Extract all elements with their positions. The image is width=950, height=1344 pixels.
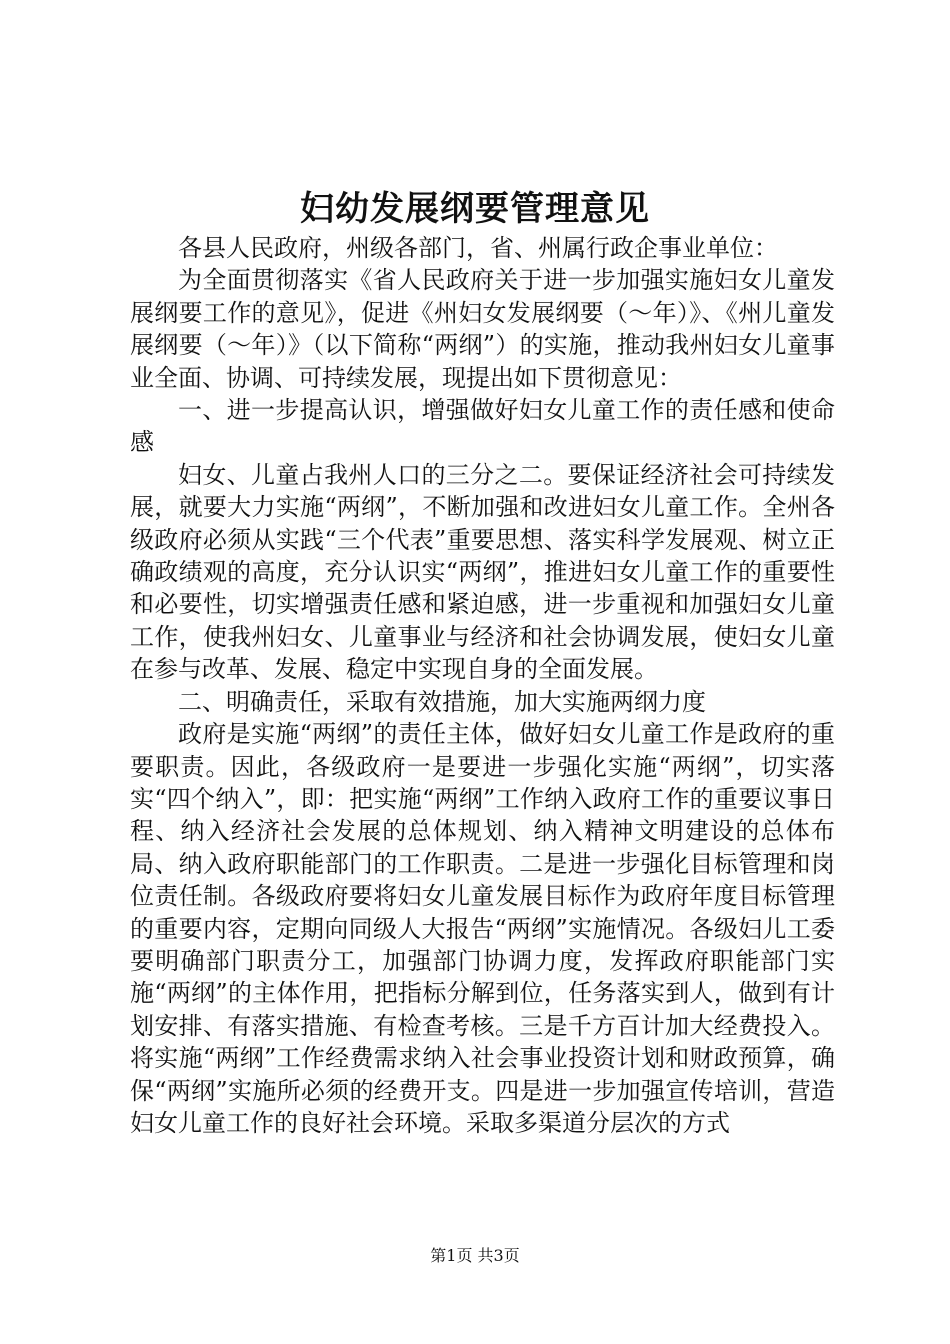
- section-heading-2: 二、明确责任，采取有效措施，加大实施两纲力度: [178, 687, 706, 716]
- section-heading-1: 一、进一步提高认识，增强做好妇女儿童工作的责任感和使命感: [130, 396, 835, 457]
- paragraph-addressee: 各县人民政府，州级各部门，省、州属行政企事业单位：: [178, 234, 778, 262]
- page-number-footer: 第1页 共3页: [430, 1246, 520, 1265]
- document-title: 妇幼发展纲要管理意见: [300, 189, 650, 229]
- document-body: [130, 232, 835, 1139]
- paragraph-section-1: 妇女、儿童占我州人口的三分之二。要保证经济社会可持续发展，就要大力实施“两纲”，不断加强和改进妇女儿童工作。全州各级政府必须从实践“三个代表”重要思想、落实科学发展观、树立正确政绩观的高度，充分认识实“两纲”，推进妇女儿童工作的重要性和必要性，切实增强责任感和紧迫感，进一步重视和加强妇女儿童工作，使我州妇女、儿童事业与经济和社会协调发展，使妇女儿童在参与改革、发展、稳定中实现自身的全面发展。: [130, 460, 835, 684]
- paragraph-intro: 为全面贯彻落实《省人民政府关于进一步加强实施妇女儿童发展纲要工作的意见》，促进《州妇女发展纲要（～年）》、《州儿童发展纲要（～年）》（以下简称“两纲”）的实施，推动我州妇女儿童事业全面、协调、可持续发展，现提出如下贯彻意见：: [130, 266, 835, 392]
- paragraph-section-2: 政府是实施“两纲”的责任主体，做好妇女儿童工作是政府的重要职责。因此，各级政府一是要进一步强化实施“两纲”，切实落实“四个纳入”，即：把实施“两纲”工作纳入政府工作的重要议事日程、纳入经济社会发展的总体规划、纳入精神文明建设的总体布局、纳入政府职能部门的工作职责。二是进一步强化目标管理和岗位责任制。各级政府要将妇女儿童发展目标作为政府年度目标管理的重要内容，定期向同级人大报告“两纲”实施情况。各级妇儿工委要明确部门职责分工，加强部门协调力度，发挥政府职能部门实施“两纲”的主体作用，把指标分解到位，任务落实到人，做到有计划安排、有落实措施、有检查考核。三是千方百计加大经费投入。将实施“两纲”工作经费需求纳入社会事业投资计划和财政预算，确保“两纲”实施所必须的经费开支。四是进一步加强宣传培训，营造妇女儿童工作的良好社会环境。采取多渠道分层次的方式: [130, 720, 835, 1137]
